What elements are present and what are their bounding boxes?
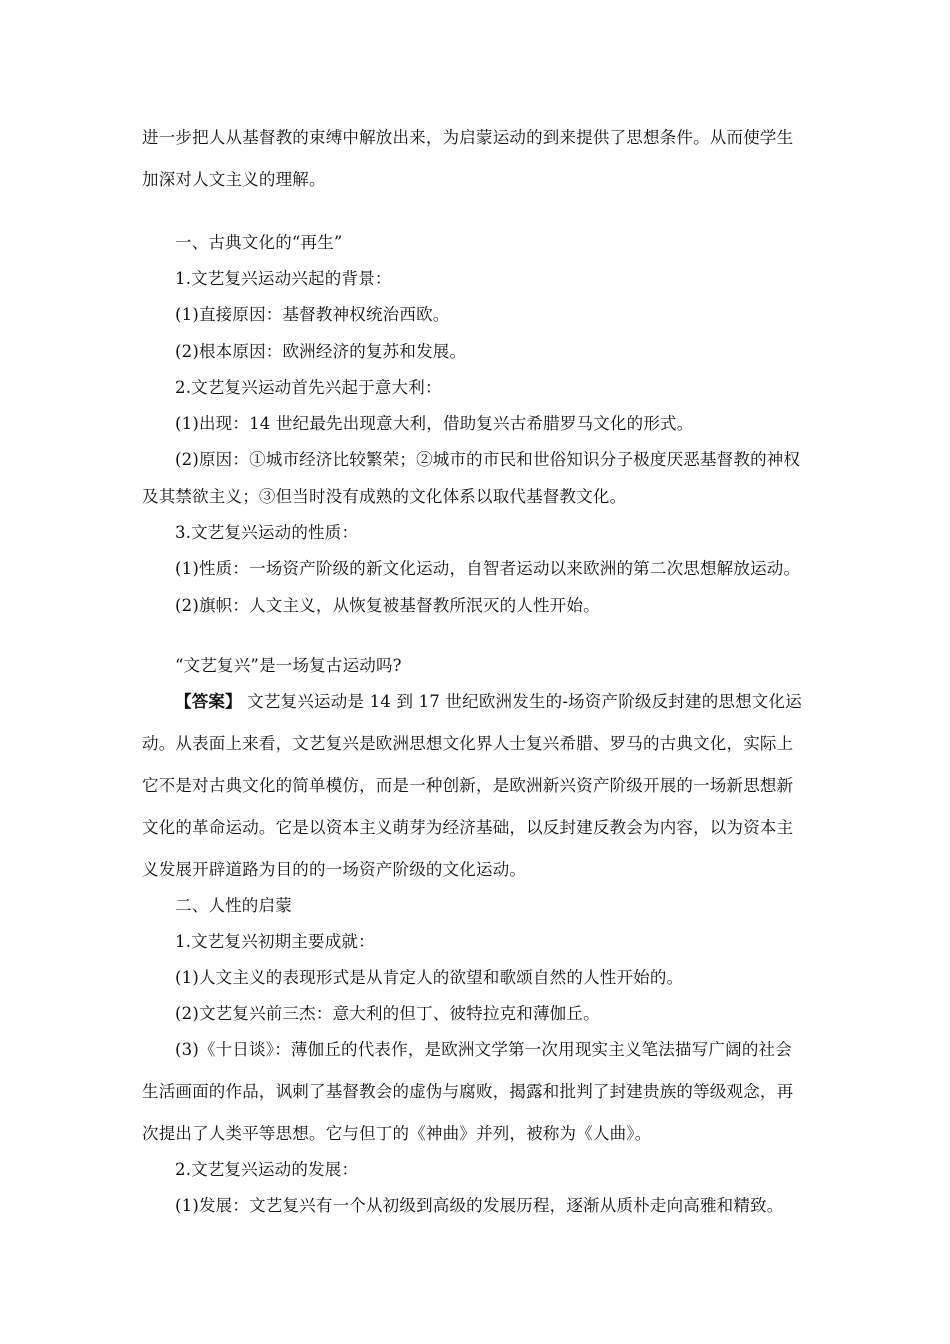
subheading: 2.文艺复兴运动首先兴起于意大利： (175, 378, 442, 397)
list-item: (1)人文主义的表现形式是从肯定人的欲望和歌颂自然的人性开始的。 (175, 968, 684, 987)
answer-tag: 【答案】 (175, 692, 242, 711)
section-heading: 一、古典文化的“再生” (175, 233, 343, 252)
subheading: 3.文艺复兴运动的性质： (175, 523, 359, 542)
list-item-continuation: 及其禁欲主义；③但当时没有成熟的文化体系以取代基督教文化。 (142, 487, 627, 506)
list-item: (3)《十日谈》：薄伽丘的代表作，是欧洲文学第一次用现实主义笔法描写广阔的社会 (175, 1040, 792, 1059)
list-item-continuation: 生活画面的作品，讽刺了基督教会的虚伪与腐败，揭露和批判了封建贵族的等级观念，再 (142, 1082, 794, 1101)
list-item: (2)旗帜：人文主义，从恢复被基督教所泯灭的人性开始。 (175, 596, 600, 615)
subheading: 2.文艺复兴运动的发展： (175, 1160, 359, 1179)
answer-line: 动。从表面上来看，文艺复兴是欧洲思想文化界人士复兴希腊、罗马的古典文化，实际上 (142, 734, 794, 753)
list-item: (2)根本原因：欧洲经济的复苏和发展。 (175, 342, 467, 361)
list-item: (1)出现：14 世纪最先出现意大利，借助复兴古希腊罗马文化的形式。 (175, 414, 694, 433)
list-item: (1)直接原因：基督教神权统治西欧。 (175, 305, 450, 324)
subheading: 1.文艺复兴运动兴起的背景： (175, 269, 392, 288)
answer-line: 义发展开辟道路为目的的一场资产阶级的文化运动。 (142, 860, 527, 879)
list-item-continuation: 次提出了人类平等思想。它与但丁的《神曲》并列，被称为《人曲》。 (142, 1124, 652, 1143)
answer-line: 它不是对古典文化的简单模仿，而是一种创新，是欧洲新兴资产阶级开展的一场新思想新 (142, 776, 794, 795)
answer-text: 文艺复兴运动是 14 到 17 世纪欧洲发生的-场资产阶级反封建的思想文化运 (241, 692, 802, 711)
list-item: (2)文艺复兴前三杰：意大利的但丁、彼特拉克和薄伽丘。 (175, 1004, 600, 1023)
answer-line: 文化的革命运动。它是以资本主义萌芽为经济基础，以反封建反教会为内容，以为资本主 (142, 818, 794, 837)
paragraph-line: 加深对人文主义的理解。 (142, 170, 326, 189)
list-item: (2)原因：①城市经济比较繁荣；②城市的市民和世俗知识分子极度厌恶基督教的神权 (175, 450, 801, 469)
subheading: 1.文艺复兴初期主要成就： (175, 932, 375, 951)
paragraph-line: 进一步把人从基督教的束缚中解放出来，为启蒙运动的到来提供了思想条件。从而使学生 (142, 128, 794, 147)
question: “文艺复兴”是一场复古运动吗? (175, 656, 402, 675)
list-item: (1)性质：一场资产阶级的新文化运动，自智者运动以来欧洲的第二次思想解放运动。 (175, 559, 801, 578)
list-item: (1)发展：文艺复兴有一个从初级到高级的发展历程，逐渐从质朴走向高雅和精致。 (175, 1196, 784, 1215)
section-heading: 二、人性的启蒙 (175, 896, 292, 915)
answer-line (175, 691, 802, 713)
